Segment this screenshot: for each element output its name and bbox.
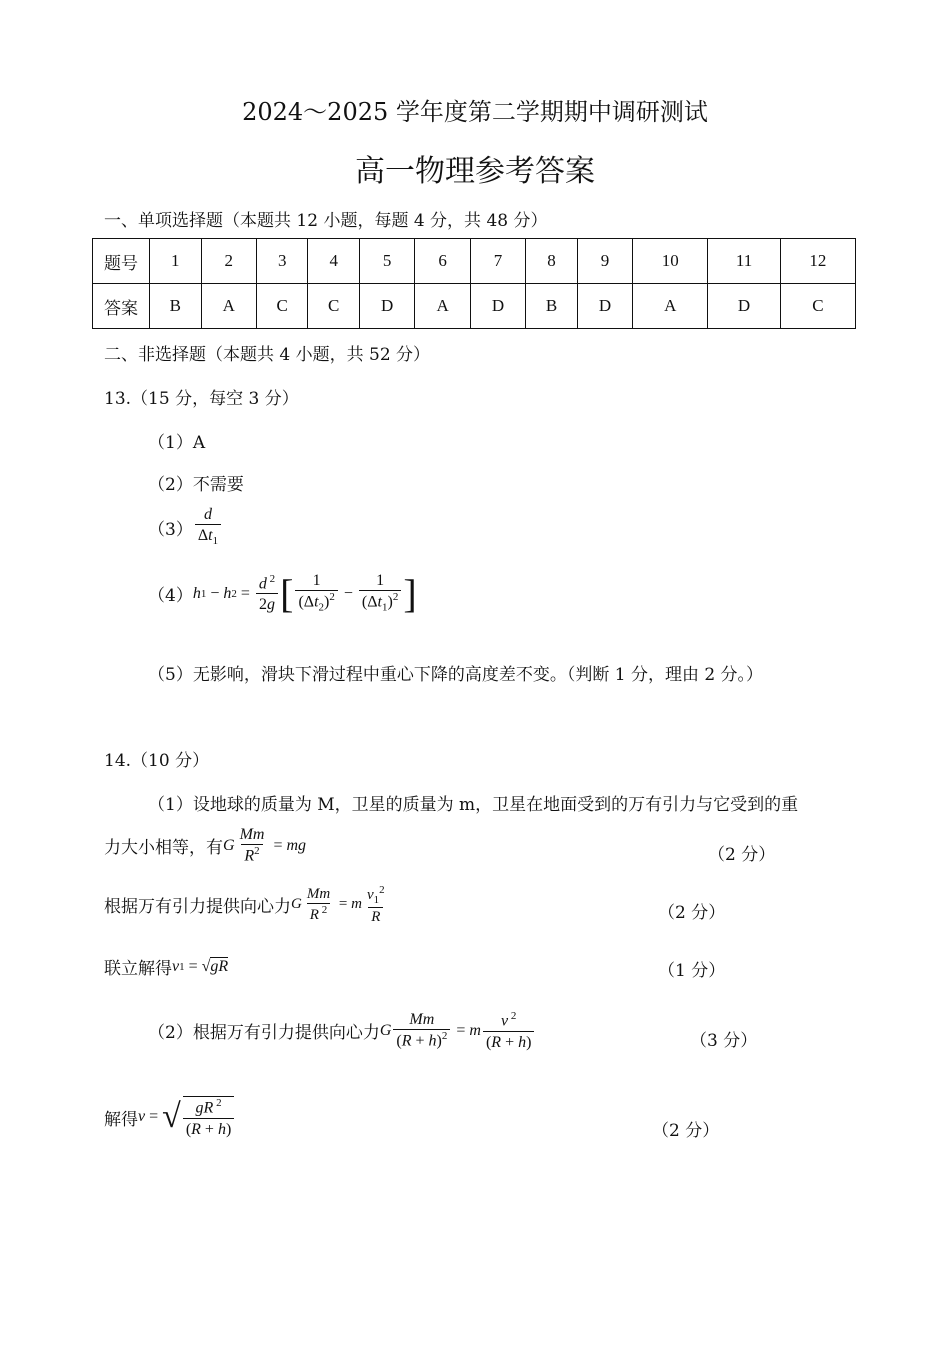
question-cell: 6 — [415, 239, 470, 284]
q14-line-4-text: 联立解得 — [104, 959, 172, 979]
q14-line-4-points: （1 分） — [658, 961, 726, 981]
answer-cell: B — [150, 284, 202, 329]
q14-line-3-points: （2 分） — [658, 903, 726, 923]
q14-formula-v1: v 1 = √ gR — [172, 957, 229, 975]
q13-part-3-label: （3） — [148, 519, 193, 540]
q14-line-3 — [104, 884, 390, 926]
q13-part-4-label: （4） — [148, 586, 193, 607]
question-cell: 8 — [526, 239, 578, 284]
question-cell: 11 — [708, 239, 781, 284]
q14-line-1: （1）设地球的质量为 M，卫星的质量为 m，卫星在地面受到的万有引力与它受到的重 — [148, 795, 799, 815]
row-label-answer: 答案 — [93, 284, 150, 329]
q13-part-1: （1）A — [148, 433, 206, 453]
answer-cell: A — [415, 284, 470, 329]
question-cell: 4 — [308, 239, 360, 284]
answer-cell: B — [526, 284, 578, 329]
q14-line-3-text: 根据万有引力提供向心力 — [104, 897, 291, 918]
answer-cell: A — [633, 284, 708, 329]
q13-part-4 — [148, 572, 417, 615]
q14-line-5-text: （2）根据万有引力提供向心力 — [148, 1023, 380, 1044]
q14-line-4 — [104, 954, 228, 979]
q14-line-5-points: （3 分） — [690, 1031, 758, 1051]
q14-formula-gravity-weight: G $\frac{Mm}{R^2}$ = mg — [223, 826, 307, 865]
section-2-title: 二、非选择题（本题共 4 小题，共 52 分） — [104, 345, 431, 365]
answer-cell: D — [708, 284, 781, 329]
question-cell: 10 — [633, 239, 708, 284]
answer-cell: C — [256, 284, 308, 329]
answer-cell: C — [308, 284, 360, 329]
question-number-row — [93, 239, 856, 284]
q13-part-4-formula: h 1 − h 2 = $\frac{d ^2}{2g}$ [ $\frac{1}{(\Delta t_2)^2}$ − $\frac{1}{(\Delta t_1)^2}$ ] — [192, 570, 417, 616]
answer-table — [92, 238, 856, 329]
q13-part-3 — [148, 506, 223, 549]
q14-line-6-points: （2 分） — [652, 1121, 720, 1141]
q14-formula-v: v = √ $\frac{gR ^2}{(R + h)}$ — [138, 1096, 236, 1139]
q13-part-3-formula: $\frac{d}{\Delta t_1}$ — [195, 506, 221, 549]
document-title: 2024～2025 学年度第二学期期中调研测试 — [242, 98, 708, 126]
q14-line-5 — [148, 1010, 536, 1052]
answer-cell: C — [780, 284, 855, 329]
q13-header: 13.（15 分，每空 3 分） — [104, 389, 299, 409]
q14-line-6 — [104, 1096, 236, 1139]
row-label-question: 题号 — [93, 239, 150, 284]
q14-formula-centripetal-1: G $\frac{Mm}{R ^2}$ = m $\frac{v_1^2}{R}$ — [291, 884, 385, 925]
q13-part-2: （2）不需要 — [148, 475, 244, 495]
q14-line-2-text: 力大小相等，有 — [104, 838, 223, 859]
question-cell: 7 — [470, 239, 525, 284]
question-cell: 1 — [150, 239, 202, 284]
q13-part-5: （5）无影响，滑块下滑过程中重心下降的高度差不变。（判断 1 分，理由 2 分。） — [148, 665, 764, 685]
answer-row — [93, 284, 856, 329]
question-cell: 2 — [201, 239, 256, 284]
question-cell: 9 — [577, 239, 632, 284]
answer-cell: D — [359, 284, 414, 329]
answer-cell: A — [201, 284, 256, 329]
answer-cell: D — [470, 284, 525, 329]
answer-cell: D — [577, 284, 632, 329]
q14-line-2-points: （2 分） — [708, 845, 776, 865]
document-subtitle: 高一物理参考答案 — [355, 154, 595, 189]
question-cell: 3 — [256, 239, 308, 284]
question-cell: 12 — [780, 239, 855, 284]
question-cell: 5 — [359, 239, 414, 284]
q14-line-2 — [104, 826, 306, 866]
q14-formula-centripetal-2: G $\frac{Mm}{(R + h)^2}$ = m $\frac{v ^2}{(R + h)}$ — [380, 1010, 537, 1052]
q14-line-6-text: 解得 — [104, 1109, 138, 1130]
section-1-title: 一、单项选择题（本题共 12 小题，每题 4 分，共 48 分） — [104, 211, 548, 231]
q14-header: 14.（10 分） — [104, 751, 210, 771]
